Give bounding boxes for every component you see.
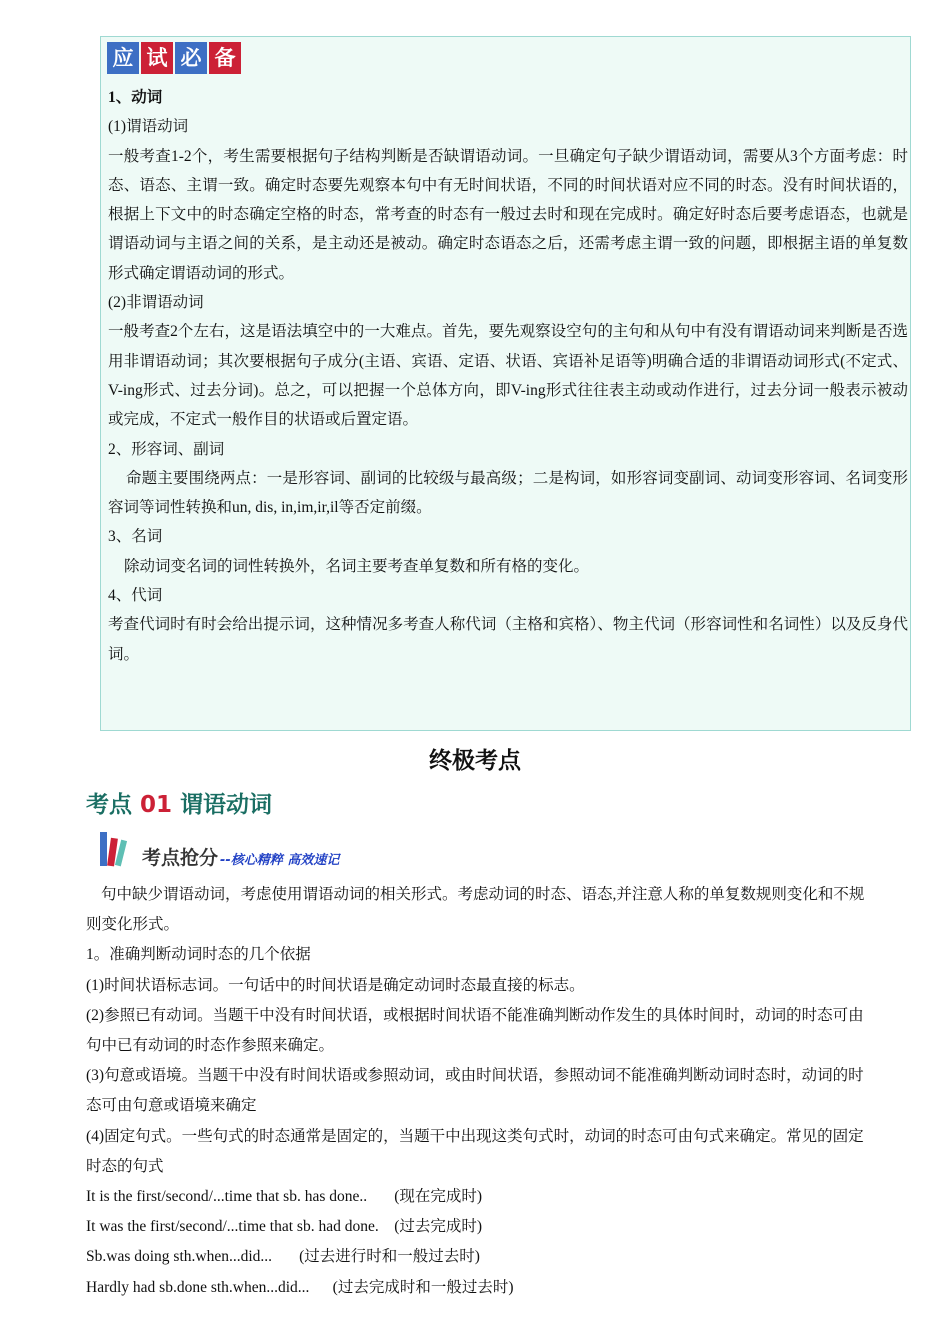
example-sentence: It is the first/second/...time that sb. has done.. (现在完成时)	[86, 1188, 483, 1206]
box-paragraph: 1、动词	[108, 89, 163, 106]
box-paragraph: 命题主要围绕两点：一是形容词、副词的比较级与最高级；二是构词，如形容词变副词、动词变形容词、名词变形容词等词性转换和un, dis, in,im,ir,il等否定前缀。	[108, 469, 908, 517]
section-heading: 1。准确判断动词时态的几个依据	[86, 946, 311, 964]
box-paragraph: 4、代词	[108, 587, 163, 605]
point-paragraph: (3)句意或语境。当题干中没有时间状语或参照动词，或由时间状语，参照动词不能准确判断动词时态时，动词的时态可由句意或语境来确定	[86, 1067, 864, 1115]
point-paragraph: (4)固定句式。一些句式的时态通常是固定的，当题干中出现这类句式时，动词的时态可由句式来确定。常见的固定时态的句式	[86, 1127, 864, 1175]
books-icon	[98, 830, 132, 870]
qiangfen-subtitle: --核心精粹 高效速记	[220, 853, 340, 868]
point-paragraph: (2)参照已有动词。当题干中没有时间状语，或根据时间状语不能准确判断动作发生的具体时间时，动词的时态可由句中已有动词的时态作参照来确定。	[86, 1006, 864, 1055]
box-paragraph: 考查代词时有时会给出提示词，这种情况多考查人称代词（主格和宾格）、物主代词（形容词性和名词性）以及反身代词。	[108, 616, 908, 663]
badge-char: 备	[209, 42, 241, 74]
qiangfen-title: 考点抢分	[142, 847, 219, 869]
page-title: 终极考点	[429, 748, 521, 774]
kaodian-content	[86, 880, 866, 1303]
box-paragraph: 一般考查1-2个，考生需要根据句子结构判断是否缺谓语动词。一旦确定句子缺少谓语动词，需要从3个方面考虑：时态、语态、主谓一致。确定时态要先观察本句中有无时间状语，不同的时间状语对应不同的时态。没有时间状语的，根据上下文中的时态确定空格的时态，常考查的时态有一般过去时和现在完成时。确定好时态后要考虑语态，也就是谓语动词与主语之间的关系，是主动还是被动。确定时态语态之后，还需考虑主谓一致的问题，即根据主语的单复数形式确定谓语动词的形式。	[108, 147, 908, 282]
example-sentence: Hardly had sb.done sth.when...did... (过去完成时和一般过去时)	[86, 1278, 514, 1296]
example-sentence: Sb.was doing sth.when...did... (过去进行时和一般过去时)	[86, 1248, 480, 1266]
point-paragraph: (1)时间状语标志词。一句话中的时间状语是确定动词时态最直接的标志。	[86, 976, 585, 994]
qiangfen-header	[98, 830, 339, 870]
kaodian-prefix: 考点	[86, 792, 132, 818]
box-paragraph: (1)谓语动词	[108, 118, 189, 136]
box-paragraph: 除动词变名词的词性转换外，名词主要考查单复数和所有格的变化。	[124, 557, 590, 575]
intro-paragraph: 句中缺少谓语动词，考虑使用谓语动词的相关形式。考虑动词的时态、语态,并注意人称的单复数规则变化和不规则变化形式。	[86, 886, 865, 934]
box-paragraph: 3、名词	[108, 528, 163, 546]
example-sentence: It was the first/second/...time that sb. had done. (过去完成时)	[86, 1218, 483, 1236]
exam-essentials-text	[108, 83, 908, 669]
badge-char: 应	[107, 42, 139, 74]
kaodian-number: 01	[140, 792, 173, 818]
box-paragraph: 2、形容词、副词	[108, 440, 225, 458]
badge-char: 试	[141, 42, 173, 74]
box-paragraph: 一般考查2个左右，这是语法填空中的一大难点。首先，要先观察设空句的主句和从句中有没有谓语动词来判断是否选用非谓语动词；其次要根据句子成分(主语、宾语、定语、状语、宾语补足语等)明确合适的非谓语动词形式(不定式、V-ing形式、过去分词)。总之，可以把握一个总体方向，即V-ing形式往往表主动或动作进行，过去分词一般表示被动或完成，不定式一般作目的状语或后置定语。	[108, 323, 908, 429]
kaodian-heading	[86, 786, 272, 819]
exam-essentials-badge	[107, 42, 241, 74]
box-paragraph: (2)非谓语动词	[108, 294, 204, 312]
kaodian-name: 谓语动词	[180, 792, 273, 818]
exam-essentials-box	[100, 36, 911, 731]
badge-char: 必	[175, 42, 207, 74]
